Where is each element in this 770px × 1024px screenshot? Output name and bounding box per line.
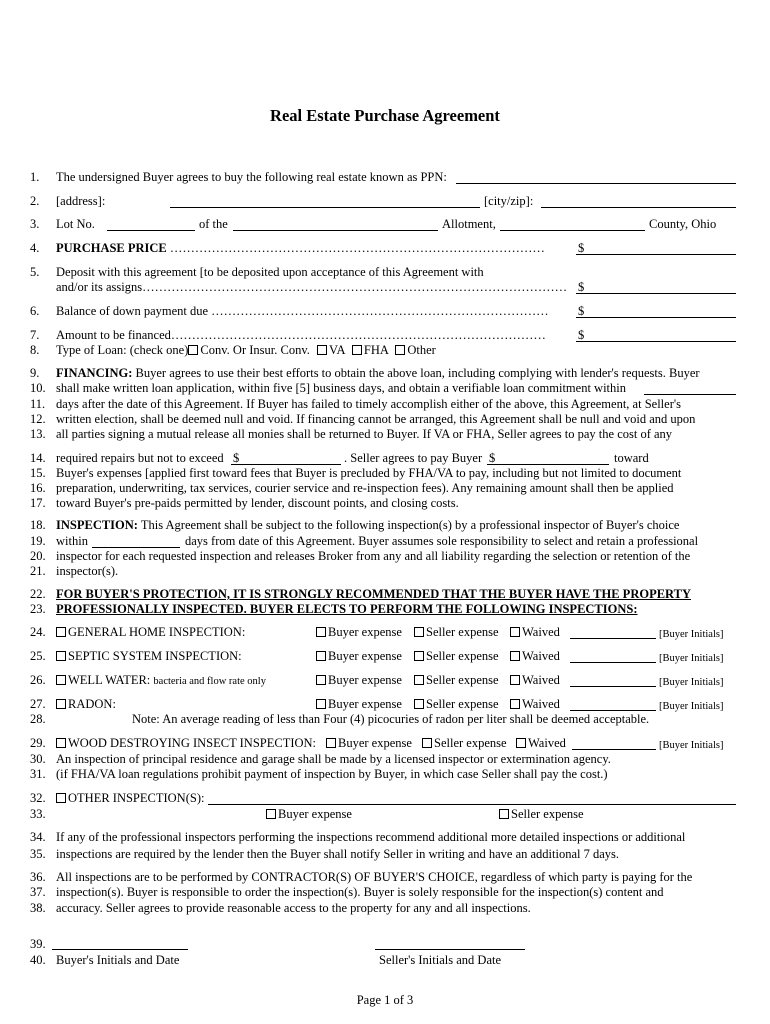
line-text: preparation, underwriting, tax services, courier service and re-inspection fees). Any remaining amount shall then be applied (56, 481, 674, 495)
option-label: Waived (522, 697, 560, 711)
inspection-label: INSPECTION: (56, 518, 138, 532)
line-33 (30, 807, 56, 822)
option-label: Waived (522, 649, 560, 663)
deposit-field[interactable] (576, 293, 736, 294)
line-28 (30, 712, 56, 727)
city-zip-field[interactable] (541, 207, 736, 208)
fha-checkbox[interactable] (352, 345, 362, 355)
option-label: Seller expense (434, 736, 507, 750)
line-26 (30, 673, 266, 689)
line-22 (30, 587, 691, 602)
line-34 (30, 830, 685, 845)
other-inspection-checkbox[interactable] (56, 793, 66, 803)
buyer-expense-option (316, 697, 402, 712)
line-text: If any of the professional inspectors performing the inspections recommend additional more detailed inspections or additional (56, 830, 686, 844)
line-number: 28. (30, 712, 46, 726)
line-text: shall make written loan application, within five [5] business days, and obtain a verifiable loan commitment within (56, 381, 627, 395)
option-label: Seller expense (426, 649, 499, 663)
option-label: Seller expense (426, 697, 499, 711)
line-1 (30, 170, 447, 185)
inspection-type-label: SEPTIC SYSTEM INSPECTION: (68, 649, 242, 663)
line-31 (30, 767, 608, 782)
purchase-price-label: PURCHASE PRICE (56, 241, 167, 255)
line-number: 27. (30, 697, 46, 711)
line-number: 22. (30, 587, 46, 601)
loan-commitment-days-field[interactable] (644, 394, 736, 395)
line-24 (30, 625, 245, 640)
general-home-inspection-checkbox[interactable] (56, 627, 66, 637)
line-13 (30, 427, 672, 442)
leader-dots: ……………………………………………………………………………… (169, 241, 545, 255)
line-number: 1. (30, 170, 40, 184)
line-number: 24. (30, 625, 46, 639)
line-text: days after the date of this Agreement. If Buyer has failed to timely accomplish either of the above, this Agreement, at Seller's (56, 397, 681, 411)
line-number: 30. (30, 752, 46, 766)
line-text: The undersigned Buyer agrees to buy the following real estate known as PPN: (56, 170, 447, 184)
dollar-sign: $ (578, 280, 585, 294)
line-4 (30, 241, 545, 256)
repairs-max-field[interactable] (231, 464, 341, 465)
line-2 (30, 194, 105, 209)
inspection-type-label: RADON: (68, 697, 116, 711)
other-checkbox[interactable] (395, 345, 405, 355)
line-number: 25. (30, 649, 46, 663)
waived-option (510, 697, 560, 712)
seller-expense-checkbox[interactable] (414, 627, 424, 637)
option-label: Buyer expense (328, 673, 402, 687)
line-16 (30, 481, 674, 496)
line-number: 34. (30, 830, 46, 844)
buyer-initials-field[interactable] (570, 710, 656, 711)
seller-expense-checkbox[interactable] (414, 699, 424, 709)
waived-option (510, 673, 560, 688)
line-number: 7. (30, 328, 40, 342)
seller-expense-option (499, 807, 584, 822)
seller-expense-checkbox[interactable] (414, 651, 424, 661)
line-12 (30, 412, 695, 427)
line-number: 32. (30, 791, 46, 805)
allotment-label: Allotment, (442, 217, 496, 231)
line-text: This Agreement shall be subject to the following inspection(s) by a professional inspector of Buyer's choice (140, 518, 680, 532)
line-5 (30, 265, 484, 280)
protection-notice: PROFESSIONALLY INSPECTED. BUYER ELECTS TO PERFORM THE FOLLOWING INSPECTIONS: (56, 602, 638, 616)
waived-option (516, 736, 566, 751)
inspection-type-label: WELL WATER: (68, 673, 151, 687)
line-number: 36. (30, 870, 46, 884)
county-label: County, Ohio (649, 217, 717, 231)
buyer-initials-field[interactable] (570, 662, 656, 663)
radon-checkbox[interactable] (56, 699, 66, 709)
line-text: all parties signing a mutual release all monies shall be returned to Buyer. If VA or FHA, Seller agrees to pay the cost of any (56, 427, 673, 441)
buyer-initials-field[interactable] (572, 749, 656, 750)
line-number: 40. (30, 953, 46, 967)
line-number: 21. (30, 564, 46, 578)
option-label: Waived (522, 673, 560, 687)
seller-initials-date-label: Seller's Initials and Date (379, 953, 502, 967)
line-10 (30, 381, 626, 396)
buyer-expense-checkbox[interactable] (316, 627, 326, 637)
waived-option (510, 649, 560, 664)
septic-inspection-checkbox[interactable] (56, 651, 66, 661)
buyer-expense-option (316, 649, 402, 664)
line-text: All inspections are to be performed by CONTRACTOR(S) OF BUYER'S CHOICE, regardless of which party is paying for the (56, 870, 693, 884)
county-field[interactable] (500, 230, 645, 231)
well-water-note: bacteria and flow rate only (153, 676, 266, 687)
waived-checkbox[interactable] (510, 699, 520, 709)
lot-no-field[interactable] (107, 230, 195, 231)
wood-insect-checkbox[interactable] (56, 738, 66, 748)
seller-initials-date-field[interactable] (375, 949, 525, 950)
line-11 (30, 397, 681, 412)
line-8 (30, 343, 436, 358)
line-number: 2. (30, 194, 40, 208)
balance-down-payment-field[interactable] (576, 317, 736, 318)
line-text: Buyer agrees to use their best efforts to obtain the above loan, including complying with lender's requests. Buyer (135, 366, 700, 380)
seller-expense-option (414, 673, 499, 688)
buyer-expense-option (266, 807, 352, 822)
loan-type-label: Type of Loan: (check one) (56, 343, 189, 357)
option-label: Seller expense (511, 807, 584, 821)
line-text: toward Buyer's pre-paids permitted by lender, discount points, and closing costs. (56, 496, 459, 510)
financing-label: FINANCING: (56, 366, 133, 380)
seller-expense-option (414, 625, 499, 640)
line-number: 33. (30, 807, 46, 821)
line-number: 9. (30, 366, 40, 380)
line-9 (30, 366, 700, 381)
buyer-initials-label: [Buyer Initials] (659, 701, 724, 712)
line-37 (30, 885, 664, 900)
option-label: Waived (522, 625, 560, 639)
buyer-initials-date-label: Buyer's Initials and Date (56, 953, 180, 967)
line-text: written election, shall be deemed null and void. If financing cannot be arranged, this Agreement shall be null and void and upon (56, 412, 696, 426)
line-number: 23. (30, 602, 46, 616)
va-label: VA (329, 343, 345, 357)
line-36 (30, 870, 692, 885)
line-number: 15. (30, 466, 46, 480)
line-18 (30, 518, 679, 533)
buyer-expense-option (326, 736, 412, 751)
document-title: Real Estate Purchase Agreement (270, 106, 500, 125)
line-text: Amount to be financed……………………………………………………………………………… (56, 328, 546, 342)
line-19 (30, 534, 88, 549)
line-number: 20. (30, 549, 46, 563)
other-label: Other (407, 343, 436, 357)
option-label: Waived (528, 736, 566, 750)
line-text: An inspection of principal residence and garage shall be made by a licensed inspector or extermination agency. (56, 752, 611, 766)
line-29 (30, 736, 316, 751)
line-number: 5. (30, 265, 40, 279)
option-label: Buyer expense (328, 625, 402, 639)
line-3 (30, 217, 95, 232)
line-7 (30, 328, 546, 343)
option-label: Seller expense (426, 625, 499, 639)
line-number: 4. (30, 241, 40, 255)
buyer-expense-option (316, 673, 402, 688)
va-checkbox[interactable] (317, 345, 327, 355)
line-number: 18. (30, 518, 46, 532)
line-25 (30, 649, 242, 664)
line-number: 6. (30, 304, 40, 318)
line-text: inspections are required by the lender then the Buyer shall notify Seller in writing and have an additional 7 days. (56, 847, 620, 861)
line-number: 26. (30, 673, 46, 687)
line-number: 12. (30, 412, 46, 426)
buyer-initials-label: [Buyer Initials] (659, 653, 724, 664)
page-number: Page 1 of 3 (356, 993, 414, 1007)
other-inspection-field[interactable] (208, 804, 736, 805)
line-17 (30, 496, 459, 511)
line-text: accuracy. Seller agrees to provide reasonable access to the property for any and all inspections. (56, 901, 531, 915)
line-27 (30, 697, 116, 712)
buyer-expense-checkbox[interactable] (316, 651, 326, 661)
waived-checkbox[interactable] (510, 675, 520, 685)
seller-expense-checkbox[interactable] (414, 675, 424, 685)
line-number: 11. (30, 397, 46, 411)
line-23 (30, 602, 638, 617)
line-text: . Seller agrees to pay Buyer (344, 451, 483, 465)
option-label: Buyer expense (278, 807, 352, 821)
allotment-field[interactable] (233, 230, 438, 231)
option-label: Seller expense (426, 673, 499, 687)
conv-checkbox[interactable] (188, 345, 198, 355)
buyer-initials-label: [Buyer Initials] (659, 629, 724, 640)
line-number: 3. (30, 217, 40, 231)
address-field[interactable] (170, 207, 480, 208)
buyer-initials-field[interactable] (570, 686, 656, 687)
buyer-expense-checkbox[interactable] (266, 809, 276, 819)
line-text: inspector(s). (56, 564, 119, 578)
of-the-label: of the (199, 217, 228, 231)
line-number: 39. (30, 937, 46, 951)
line-38 (30, 901, 531, 916)
line-number: 29. (30, 736, 46, 750)
lot-no-label: Lot No. (56, 217, 95, 231)
line-text: days from date of this Agreement. Buyer assumes sole responsibility to select and retain a professional (185, 534, 699, 548)
buyer-expense-checkbox[interactable] (326, 738, 336, 748)
line-21 (30, 564, 118, 579)
option-label: Buyer expense (338, 736, 412, 750)
fha-label: FHA (363, 343, 389, 357)
inspection-type-label: OTHER INSPECTION(S): (68, 791, 205, 805)
dollar-sign: $ (578, 304, 585, 318)
line-number: 37. (30, 885, 46, 899)
seller-expense-option (414, 697, 499, 712)
waived-option (510, 625, 560, 640)
line-number: 13. (30, 427, 46, 441)
buyer-initials-label: [Buyer Initials] (659, 677, 724, 688)
line-6 (30, 304, 549, 319)
dollar-sign: $ (233, 451, 240, 465)
dollar-sign: $ (578, 241, 585, 255)
waived-checkbox[interactable] (510, 651, 520, 661)
line-text: inspector for each requested inspection and releases Broker from any and all liability regarding the selection or retention of the (56, 549, 691, 563)
inspection-type-label: WOOD DESTROYING INSECT INSPECTION: (68, 736, 317, 750)
line-number: 14. (30, 451, 46, 465)
line-text: toward (614, 451, 649, 465)
line-15 (30, 466, 681, 481)
line-text: Balance of down payment due ……………………………………………………………………… (56, 304, 549, 318)
address-label: [address]: (56, 194, 106, 208)
line-30 (30, 752, 611, 767)
line-text: Deposit with this agreement [to be deposited upon acceptance of this Agreement with (56, 265, 484, 279)
waived-checkbox[interactable] (510, 627, 520, 637)
radon-note: Note: An average reading of less than Four (4) picocuries of radon per liter shall be deemed acceptable. (132, 712, 650, 726)
line-number: 35. (30, 847, 46, 861)
dollar-sign: $ (578, 328, 585, 342)
ppn-field[interactable] (456, 183, 736, 184)
seller-expense-checkbox[interactable] (422, 738, 432, 748)
buyer-expense-checkbox[interactable] (316, 699, 326, 709)
seller-expense-option (422, 736, 507, 751)
buyer-initials-field[interactable] (570, 638, 656, 639)
option-label: Buyer expense (328, 649, 402, 663)
line-text: (if FHA/VA loan regulations prohibit payment of inspection by Buyer, in which case Seller shall pay the cost.) (56, 767, 608, 781)
buyer-expense-option (316, 625, 402, 640)
purchase-price-field[interactable] (576, 254, 736, 255)
seller-expense-option (414, 649, 499, 664)
dollar-sign: $ (489, 451, 496, 465)
line-number: 31. (30, 767, 46, 781)
line-number: 8. (30, 343, 40, 357)
conv-label: Conv. Or Insur. Conv. (200, 343, 310, 357)
well-water-checkbox[interactable] (56, 675, 66, 685)
buyer-expense-checkbox[interactable] (316, 675, 326, 685)
line-text: required repairs but not to exceed (56, 451, 224, 465)
seller-pays-buyer-field[interactable] (487, 464, 609, 465)
line-text: and/or its assigns………………………………………………………………………………………… (56, 280, 568, 294)
line-number: 10. (30, 381, 46, 395)
line-number: 17. (30, 496, 46, 510)
line-text: within (56, 534, 88, 548)
waived-checkbox[interactable] (516, 738, 526, 748)
line-5b (30, 280, 567, 295)
option-label: Buyer expense (328, 697, 402, 711)
line-text: Buyer's expenses [applied first toward fees that Buyer is precluded by FHA/VA to pay, including but not limited to document (56, 466, 682, 480)
line-35 (30, 847, 619, 862)
buyer-initials-date-field[interactable] (52, 949, 188, 950)
line-32 (30, 791, 204, 806)
amount-financed-field[interactable] (576, 341, 736, 342)
line-40 (30, 953, 179, 968)
line-number: 19. (30, 534, 46, 548)
line-14 (30, 451, 224, 466)
line-20 (30, 549, 690, 564)
line-number: 16. (30, 481, 46, 495)
seller-expense-checkbox[interactable] (499, 809, 509, 819)
buyer-initials-label: [Buyer Initials] (659, 740, 724, 751)
line-number: 38. (30, 901, 46, 915)
protection-notice: FOR BUYER'S PROTECTION, IT IS STRONGLY RECOMMENDED THAT THE BUYER HAVE THE PROPERTY (56, 587, 691, 601)
line-text: inspection(s). Buyer is responsible to order the inspection(s). Buyer is solely responsible for the inspection(s) content and (56, 885, 664, 899)
city-zip-label: [city/zip]: (484, 194, 534, 208)
inspection-type-label: GENERAL HOME INSPECTION: (68, 625, 246, 639)
inspection-days-field[interactable] (92, 547, 180, 548)
